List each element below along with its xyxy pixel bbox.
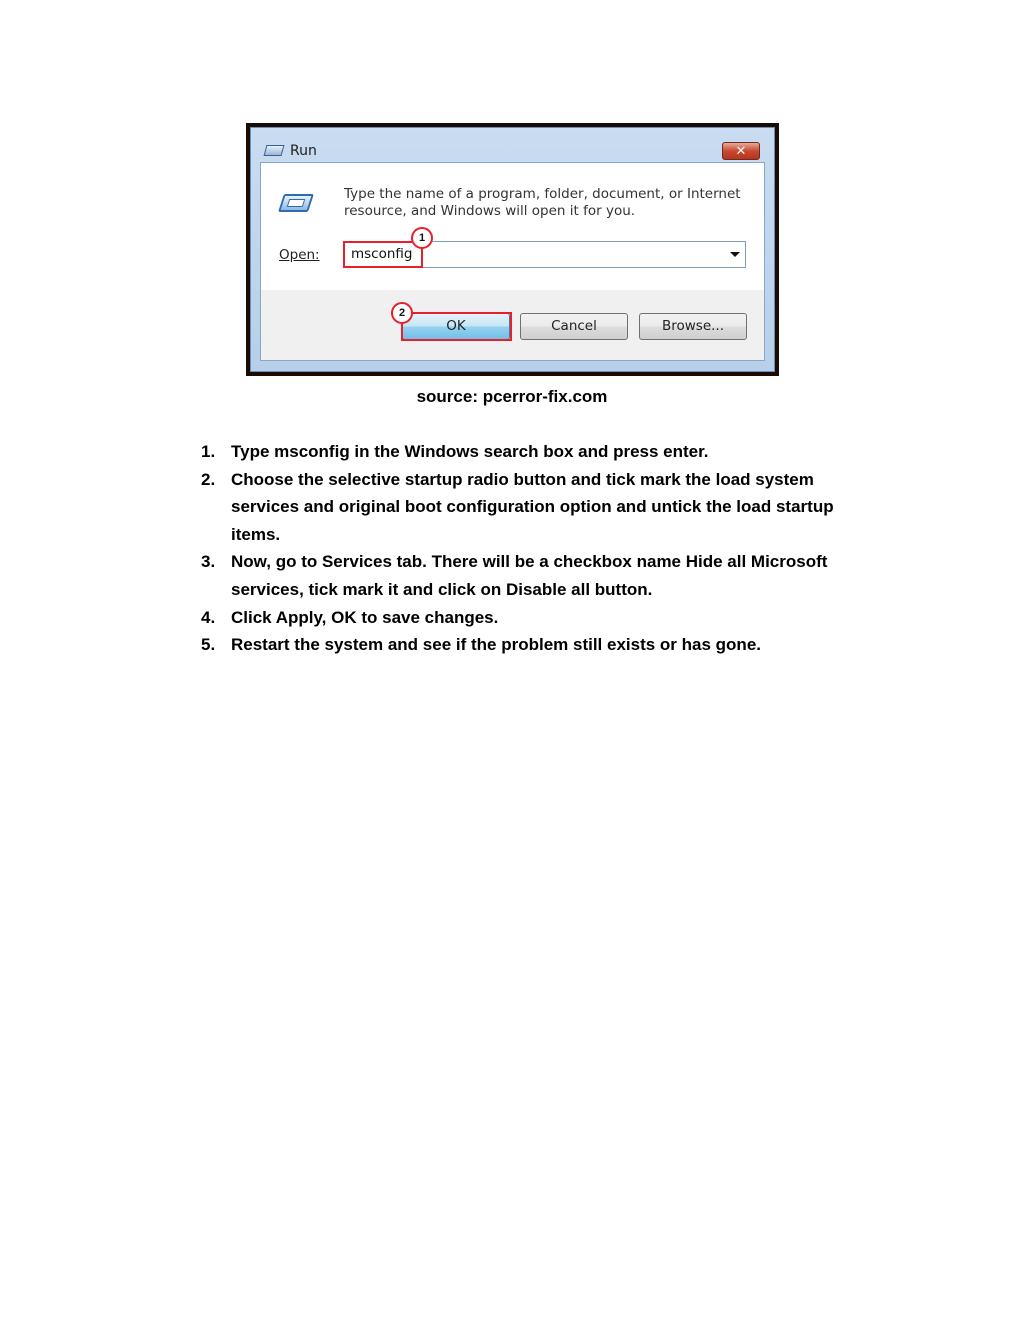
list-item [201, 631, 871, 659]
run-dialog-window [250, 127, 775, 372]
annotation-badge-1: 1 [411, 227, 433, 249]
list-item [201, 548, 871, 603]
list-item [201, 604, 871, 632]
dialog-description: Type the name of a program, folder, document, or Internet resource, and Windows will open it for you. [344, 186, 741, 219]
window-title: Run [290, 143, 317, 159]
step-number: 1. [201, 442, 216, 461]
step-text: Type msconfig in the Windows search box and press enter. [231, 442, 709, 461]
ok-button[interactable]: OK [402, 313, 510, 340]
step-text: Restart the system and see if the problem still exists or has gone. [231, 635, 761, 655]
step-text: Click Apply, OK to save changes. [231, 607, 499, 627]
annotation-badge-2: 2 [391, 302, 413, 324]
step-number: 4. [201, 607, 216, 627]
step-number: 2. [201, 469, 216, 489]
step-text: Now, go to Services tab. There will be a checkbox name Hide all Microsoft services, tick mark it and click on Disable all button. [231, 552, 828, 599]
open-label [279, 247, 320, 263]
run-app-icon [264, 145, 285, 156]
browse-button[interactable]: Browse... [639, 313, 747, 340]
dialog-body [260, 162, 765, 361]
dropdown-arrow-icon[interactable] [730, 252, 740, 257]
step-number: 5. [201, 635, 216, 655]
highlight-box-input [343, 241, 423, 268]
step-number: 3. [201, 552, 216, 572]
open-input-value[interactable]: msconfig [351, 246, 413, 262]
step-text: Choose the selective startup radio button and tick mark the load system services and original boot configuration option and untick the load startup items. [231, 469, 834, 544]
cancel-button[interactable]: Cancel [520, 313, 628, 340]
figure-caption: source: pcerror-fix.com [416, 387, 608, 406]
open-label-text: Open: [279, 247, 320, 263]
highlight-box-ok [401, 312, 512, 341]
list-item [201, 466, 871, 549]
steps-list [201, 438, 871, 659]
list-item [201, 438, 871, 466]
run-program-icon [278, 194, 314, 212]
close-button[interactable]: ✕ [722, 142, 760, 160]
title-bar [251, 128, 774, 162]
run-dialog-screenshot [246, 123, 779, 376]
